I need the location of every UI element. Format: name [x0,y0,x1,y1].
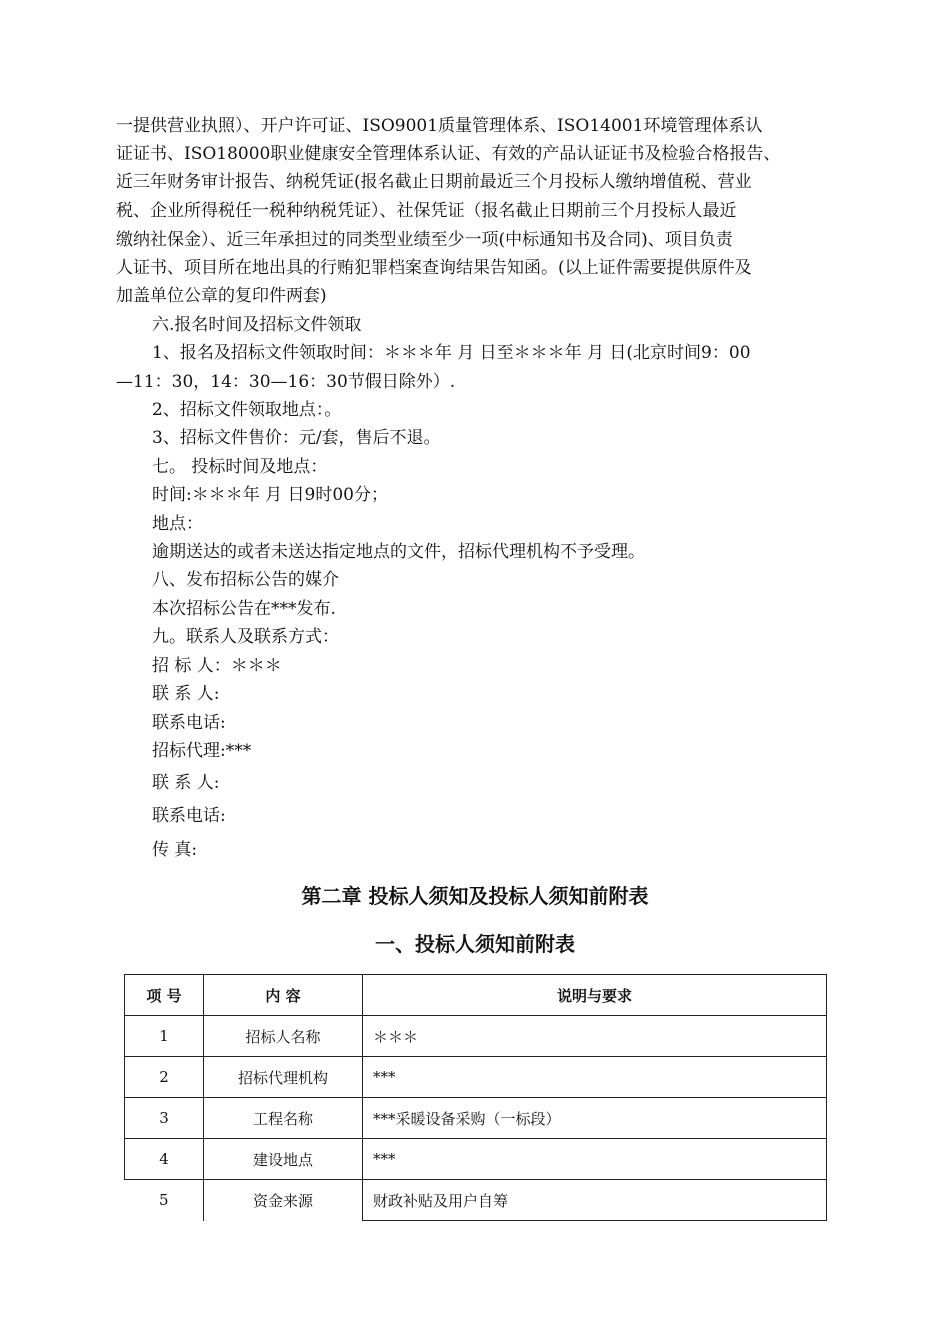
chapter-title: 第二章 投标人须知及投标人须知前附表 [301,884,649,908]
section9-title: 九。联系人及联系方式： [152,627,339,647]
table-row [125,1139,827,1180]
table-row [125,1057,827,1098]
row-content: 工程名称 [204,1098,363,1139]
section6-title: 六.报名时间及招标文件领取 [152,315,362,335]
row-content: 招标代理机构 [204,1057,363,1098]
header-item-no: 项 号 [125,975,204,1016]
phone-line-1: 联系电话: [152,713,226,733]
phone-line-2: 联系电话: [152,806,226,826]
row-requirement: ***采暖设备采购（一标段） [363,1098,827,1139]
row-content: 招标人名称 [204,1016,363,1057]
row-number: 2 [125,1057,204,1098]
section7-place: 地点： [152,514,203,534]
tenderer-line: 招 标 人：＊＊＊ [152,656,282,676]
instructions-table [124,974,827,1221]
section8-title: 八、发布招标公告的媒介 [152,570,339,590]
row-content: 建设地点 [204,1139,363,1180]
row-requirement: *** [363,1139,827,1180]
table-row [125,1016,827,1057]
row-requirement: 财政补贴及用户自筹 [363,1180,827,1221]
table-header-row [125,975,827,1016]
section6-item1-line2: —11：30，14：30—16：30节假日除外）. [116,372,456,392]
fax-line: 传 真: [152,840,198,860]
row-number: 5 [125,1180,204,1221]
row-requirement: ＊＊＊ [363,1016,827,1057]
contact-line-1: 联 系 人: [152,684,220,704]
section6-item1-line1: 1、报名及招标文件领取时间：＊＊＊年 月 日至＊＊＊年 月 日(北京时间9：00 [152,343,751,363]
header-requirements: 说明与要求 [363,975,827,1016]
section8-text: 本次招标公告在***发布. [152,599,336,619]
paragraph-line: 一提供营业执照）、开户许可证、ISO9001质量管理体系、ISO14001环境管理体系认 [116,116,763,136]
section-title: 一、投标人须知前附表 [375,932,575,956]
section6-item2: 2、招标文件领取地点：。 [152,400,342,420]
row-requirement: *** [363,1057,827,1098]
section6-item3: 3、招标文件售价：元/套，售后不退。 [152,428,441,448]
row-number: 3 [125,1098,204,1139]
contact-line-2: 联 系 人: [152,773,220,793]
table-row [125,1180,827,1221]
row-content: 资金来源 [204,1180,363,1221]
row-number: 1 [125,1016,204,1057]
paragraph-line: 加盖单位公章的复印件两套) [116,286,327,306]
header-content: 内 容 [204,975,363,1016]
paragraph-line: 缴纳社保金）、近三年承担过的同类型业绩至少一项(中标通知书及合同)、项目负责 [116,230,733,250]
agent-line: 招标代理:*** [152,741,252,761]
section7-title: 七。 投标时间及地点： [152,457,328,477]
paragraph-line: 税、企业所得税任一税种纳税凭证）、社保凭证（报名截止日期前三个月投标人最近 [116,201,737,221]
paragraph-line: 人证书、项目所在地出具的行贿犯罪档案查询结果告知函。(以上证件需要提供原件及 [116,258,752,278]
section7-time: 时间:＊＊＊年 月 日9时00分； [152,485,388,505]
section7-note: 逾期送达的或者未送达指定地点的文件，招标代理机构不予受理。 [152,542,645,562]
row-number: 4 [125,1139,204,1180]
table-row [125,1098,827,1139]
paragraph-line: 证证书、ISO18000职业健康安全管理体系认证、有效的产品认证证书及检验合格报告、 [116,144,781,164]
paragraph-line: 近三年财务审计报告、纳税凭证(报名截止日期前最近三个月投标人缴纳增值税、营业 [116,172,752,192]
